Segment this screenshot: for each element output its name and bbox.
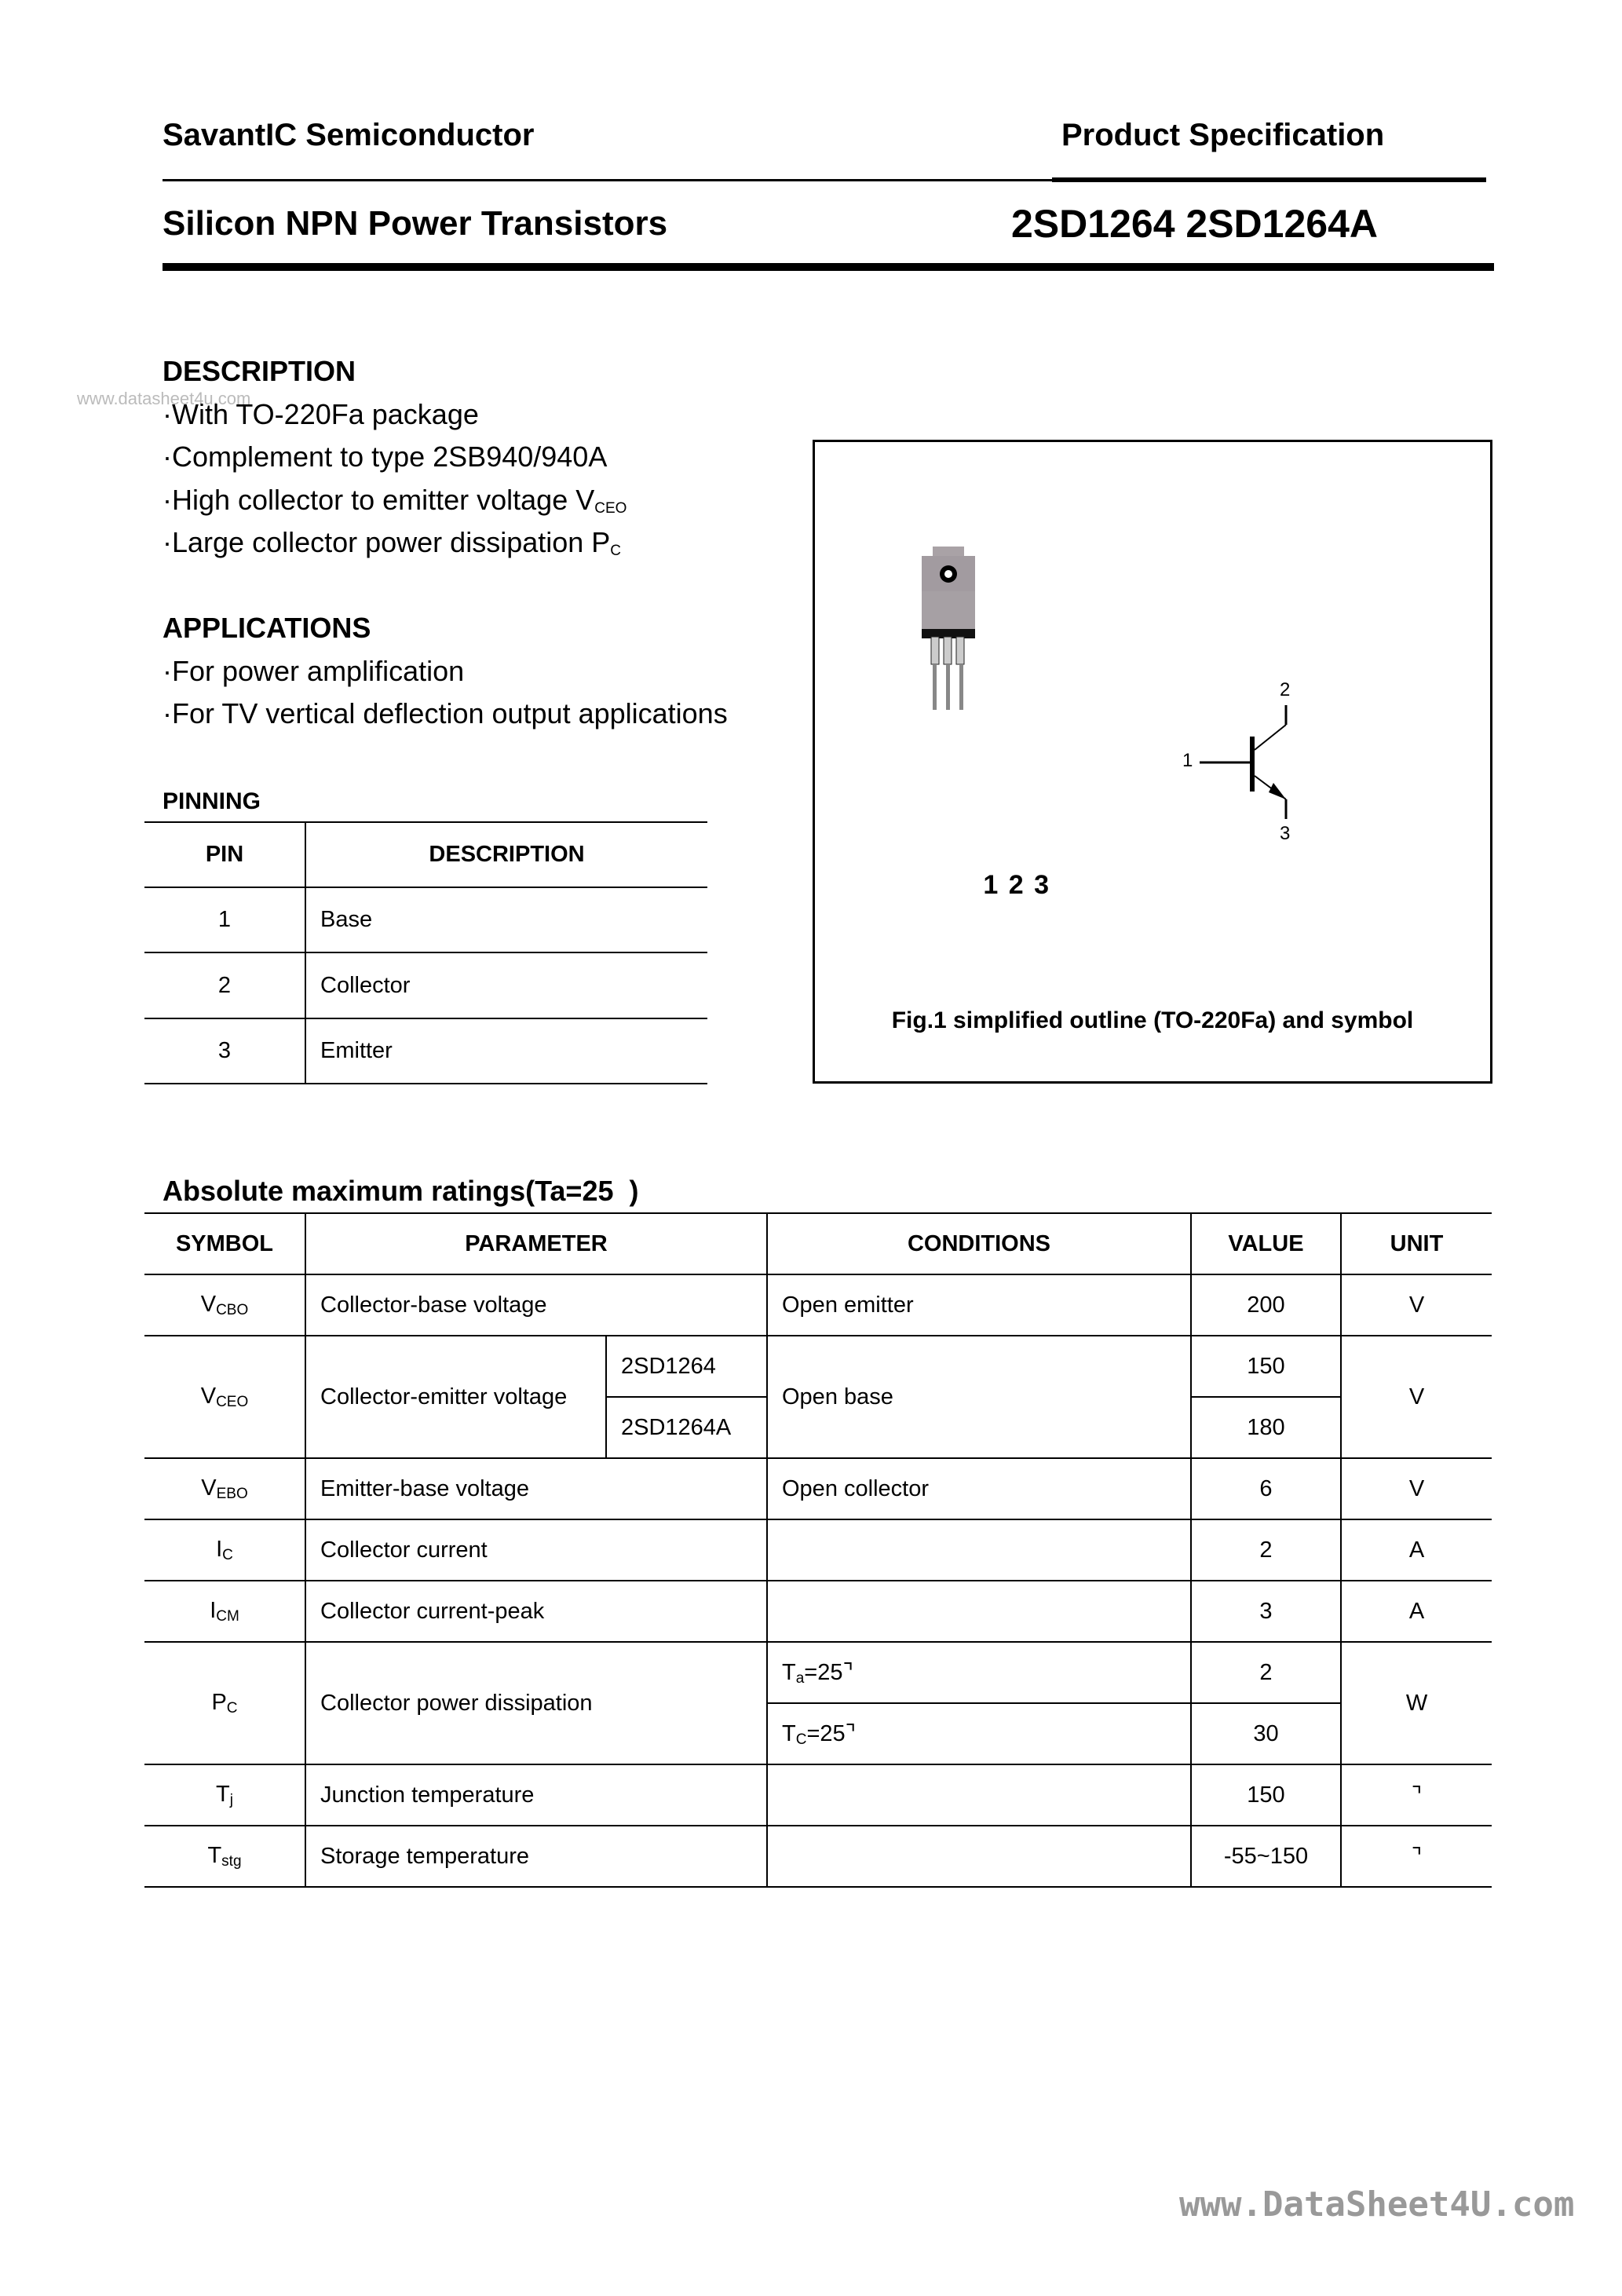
application-item: ·For power amplification: [163, 655, 465, 687]
description-item: ·With TO-220Fa package: [163, 398, 479, 430]
symbol-pin-1: 1: [1182, 750, 1193, 771]
table-row: $I_C$ Collector current 2 A: [144, 1519, 1492, 1581]
table-row: 2 Collector: [144, 952, 707, 1018]
product-line: Silicon NPN Power Transistors: [163, 204, 668, 243]
table-row: $T_j$ Junction temperature 150 ⌝: [144, 1764, 1492, 1826]
header-value: VALUE: [1191, 1213, 1341, 1274]
table-row: $P_C$ Collector power dissipation $T_a=25⌝$ 2 W: [144, 1642, 1492, 1703]
doc-type: Product Specification: [1061, 118, 1385, 152]
part-numbers: 2SD1264 2SD1264A: [1011, 202, 1378, 246]
application-item: ·For TV vertical deflection output applications: [163, 697, 728, 729]
table-row: $T_{stg}$ Storage temperature -55~150 ⌝: [144, 1826, 1492, 1887]
header-conditions: CONDITIONS: [767, 1213, 1191, 1274]
divider: [163, 263, 1494, 271]
figure-box: [813, 440, 1492, 1084]
symbol-pin-2: 2: [1280, 679, 1291, 700]
description-item: ·Complement to type 2SB940/940A: [163, 441, 608, 473]
header-description: DESCRIPTION: [305, 822, 707, 887]
divider: [163, 179, 1486, 181]
description-item: ·Large collector power dissipation $P_C$: [163, 526, 622, 559]
table-row: $T_C=25⌝$ 30: [144, 1703, 1492, 1764]
watermark-bottom: www.DataSheet4U.com: [1179, 2184, 1575, 2225]
table-row: $I_{CM}$ Collector current-peak 3 A: [144, 1581, 1492, 1642]
symbol-pin-3: 3: [1280, 823, 1291, 844]
pinning-table: [144, 821, 707, 1084]
header-parameter: PARAMETER: [305, 1213, 767, 1274]
table-row: $V_{CEO}$ Collector-emitter voltage 2SD1264 Open base 150 V: [144, 1336, 1492, 1397]
table-row: 2SD1264A 180: [144, 1397, 1492, 1458]
figure-caption: Fig.1 simplified outline (TO-220Fa) and symbol: [891, 1007, 1414, 1033]
header-unit: UNIT: [1341, 1213, 1492, 1274]
description-item: ·High collector to emitter voltage $V_{CEO}$: [163, 484, 627, 517]
table-row: $V_{CBO}$ Collector-base voltage Open emitter 200 V: [144, 1274, 1492, 1336]
description-title: DESCRIPTION: [163, 355, 356, 387]
npn-transistor-symbol-icon: [815, 442, 1490, 1081]
watermark-top: www.datasheet4u.com: [77, 389, 251, 408]
header-pin: PIN: [144, 822, 305, 887]
package-pin-labels: 1 2 3: [983, 870, 1050, 900]
company-name: SavantIC Semiconductor: [163, 118, 535, 152]
applications-title: APPLICATIONS: [163, 612, 371, 644]
ratings-table: [144, 1212, 1492, 1888]
table-row: 1 Base: [144, 887, 707, 952]
ratings-title: Absolute maximum ratings(Ta=25 ): [163, 1175, 639, 1207]
table-row: 3 Emitter: [144, 1018, 707, 1084]
pinning-title: PINNING: [163, 788, 261, 814]
table-row: $V_{EBO}$ Emitter-base voltage Open collector 6 V: [144, 1458, 1492, 1519]
header-symbol: SYMBOL: [144, 1213, 305, 1274]
